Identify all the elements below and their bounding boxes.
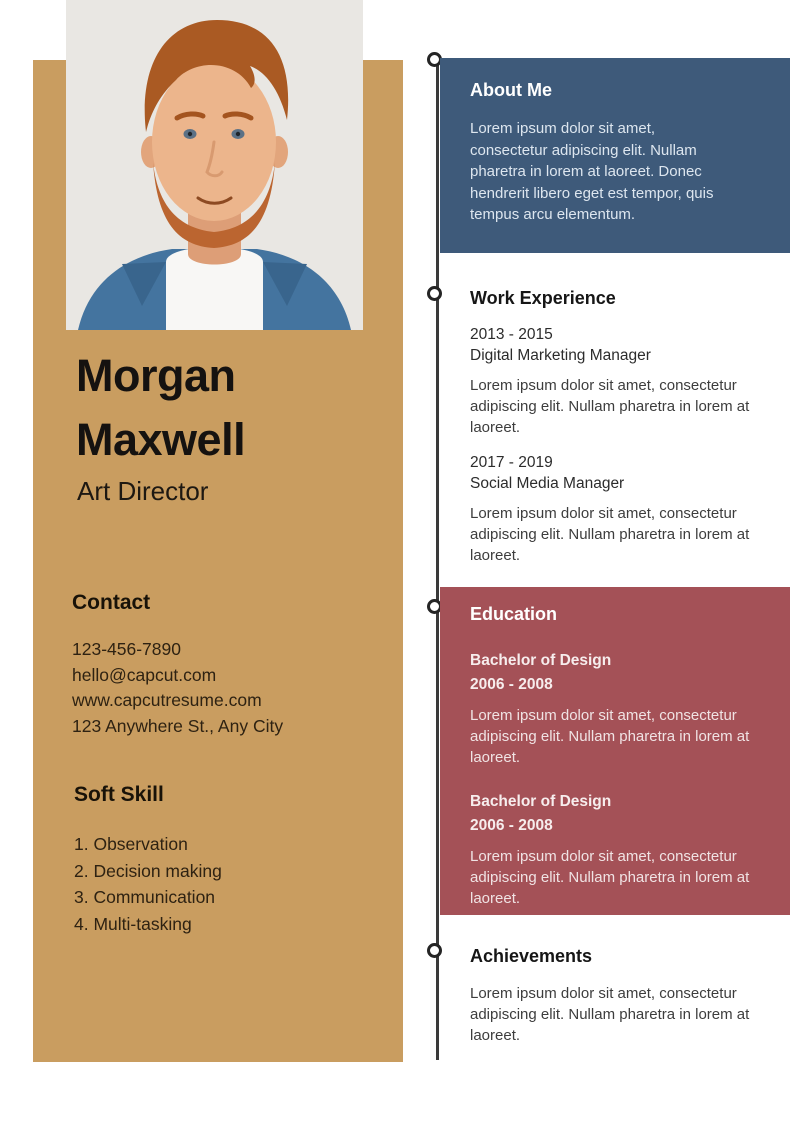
work-experience-section xyxy=(470,287,792,580)
degree-name: Bachelor of Design xyxy=(470,793,612,810)
entry-role: Digital Marketing Manager xyxy=(470,347,651,364)
achievements-heading: Achievements xyxy=(470,946,593,966)
contact-website: www.capcutresume.com xyxy=(72,690,262,710)
degree-body: Lorem ipsum dolor sit amet, consectetur adipiscing elit. Nullam pharetra in lorem at laoreet. xyxy=(470,848,750,907)
timeline-dot-achievements xyxy=(427,943,442,958)
education-section xyxy=(440,587,790,915)
person-name-line2: Maxwell xyxy=(76,414,246,465)
contact-phone: 123-456-7890 xyxy=(72,639,181,659)
work-entry xyxy=(470,452,792,566)
portrait-photo xyxy=(66,0,363,330)
contact-heading: Contact xyxy=(72,591,151,614)
person-name-line1: Morgan xyxy=(76,350,236,401)
soft-skill-item: 4. Multi-tasking xyxy=(74,913,192,934)
entry-dates: 2017 - 2019 xyxy=(470,454,553,471)
degree-body: Lorem ipsum dolor sit amet, consectetur adipiscing elit. Nullam pharetra in lorem at laoreet. xyxy=(470,707,750,766)
soft-skill-item: 1. Observation xyxy=(74,834,188,854)
portrait-illustration xyxy=(66,0,363,330)
achievements-section xyxy=(470,945,792,1046)
education-entry xyxy=(470,790,760,909)
work-entry xyxy=(470,324,792,438)
about-section xyxy=(440,58,790,253)
timeline-line xyxy=(436,62,439,1060)
person-name xyxy=(76,344,245,472)
degree-name: Bachelor of Design xyxy=(470,652,612,669)
work-experience-heading: Work Experience xyxy=(470,288,616,308)
soft-skill-heading: Soft Skill xyxy=(74,783,164,806)
soft-skill-list xyxy=(74,831,222,937)
entry-role: Social Media Manager xyxy=(470,475,625,492)
entry-body: Lorem ipsum dolor sit amet, consectetur adipiscing elit. Nullam pharetra in lorem at laoreet. xyxy=(470,377,750,436)
contact-list xyxy=(72,637,283,739)
contact-address: 123 Anywhere St., Any City xyxy=(72,715,284,736)
soft-skill-item: 3. Communication xyxy=(74,887,216,907)
education-heading: Education xyxy=(470,604,558,624)
contact-email: hello@capcut.com xyxy=(72,664,217,685)
education-entry xyxy=(470,649,760,768)
degree-dates: 2006 - 2008 xyxy=(470,676,553,693)
entry-body: Lorem ipsum dolor sit amet, consectetur adipiscing elit. Nullam pharetra in lorem at laoreet. xyxy=(470,505,750,564)
job-title: Art Director xyxy=(77,476,209,506)
timeline-dot-work xyxy=(427,286,442,301)
about-heading: About Me xyxy=(470,80,552,100)
achievements-body: Lorem ipsum dolor sit amet, consectetur adipiscing elit. Nullam pharetra in lorem at laoreet. xyxy=(470,985,750,1044)
entry-dates: 2013 - 2015 xyxy=(470,326,553,343)
about-body: Lorem ipsum dolor sit amet, consectetur adipiscing elit. Nullam pharetra in lorem at laoreet. Donec hendrerit libero eget est tempor, quis tempus arcu elementum. xyxy=(470,120,714,223)
soft-skill-item: 2. Decision making xyxy=(74,860,222,881)
degree-dates: 2006 - 2008 xyxy=(470,817,553,834)
